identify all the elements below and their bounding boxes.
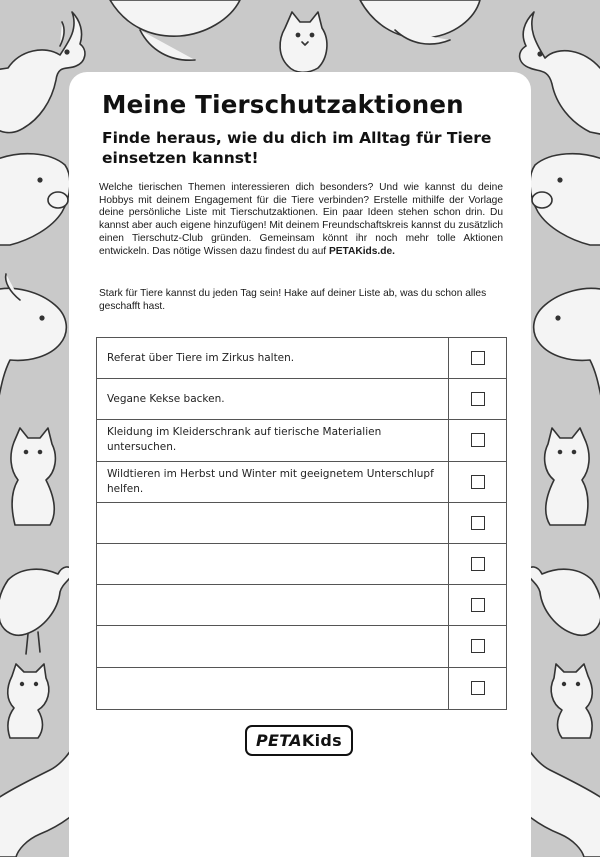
cow-icon bbox=[534, 288, 600, 410]
checkbox-cell bbox=[449, 379, 506, 419]
task-checkbox[interactable] bbox=[471, 351, 485, 365]
cat-icon bbox=[11, 428, 55, 525]
page-subtitle: Finde heraus, wie du dich im Alltag für Tiere einsetzen kannst! bbox=[102, 129, 492, 167]
intro-paragraph bbox=[99, 182, 503, 258]
worksheet-card bbox=[69, 72, 531, 857]
task-text[interactable]: Referat über Tiere im Zirkus halten. bbox=[97, 338, 449, 378]
chicken-icon bbox=[526, 567, 600, 635]
cow-icon bbox=[0, 274, 66, 410]
fox-icon bbox=[360, 0, 480, 44]
task-checkbox[interactable] bbox=[471, 598, 485, 612]
list-item bbox=[97, 626, 506, 667]
list-item bbox=[97, 668, 506, 709]
task-text[interactable] bbox=[97, 585, 449, 625]
pig-icon bbox=[530, 154, 600, 245]
checkbox-cell bbox=[449, 338, 506, 378]
task-checkbox[interactable] bbox=[471, 516, 485, 530]
logo-kids-text: Kids bbox=[301, 731, 342, 750]
checkbox-cell bbox=[449, 462, 506, 502]
goat-icon bbox=[520, 12, 600, 135]
task-text[interactable] bbox=[97, 668, 449, 709]
checkbox-cell bbox=[449, 585, 506, 625]
cat-icon bbox=[545, 428, 589, 525]
task-checkbox[interactable] bbox=[471, 681, 485, 695]
logo-peta-text: PETA bbox=[256, 731, 302, 750]
cat-icon bbox=[280, 12, 327, 72]
task-checkbox[interactable] bbox=[471, 557, 485, 571]
task-checkbox[interactable] bbox=[471, 433, 485, 447]
petakids-link[interactable]: PETAKids.de. bbox=[328, 245, 395, 257]
task-text[interactable]: Wildtieren im Herbst und Winter mit geeignetem Unterschlupf helfen. bbox=[97, 462, 449, 502]
intro-text: Welche tierischen Themen interessieren dich besonders? Und wie kannst du deine Hobbys mit deinem Engagement für die Tiere verbinden? Erstelle mithilfe der Vorlage deine persönliche Liste mit Tierschutzaktionen. Ein paar Ideen stehen schon drin. Du kannst aber auch eigene hinzufügen! Mit deinem Freundschaftskreis kannst du zusätzlich einen Tierschutz-Club gründen. Gemeinsam könnt ihr noch mehr tolle Aktionen entwickeln. Das nötige Wissen dazu findest du auf bbox=[99, 182, 503, 257]
list-item bbox=[97, 420, 506, 461]
chicken-icon bbox=[0, 567, 74, 654]
checkbox-cell bbox=[449, 626, 506, 666]
checkbox-cell bbox=[449, 503, 506, 543]
task-text[interactable] bbox=[97, 544, 449, 584]
task-checkbox[interactable] bbox=[471, 392, 485, 406]
list-item bbox=[97, 462, 506, 503]
task-text[interactable] bbox=[97, 503, 449, 543]
motto-paragraph: Stark für Tiere kannst du jeden Tag sein! Hake auf deiner Liste ab, was du schon alles geschafft hast. bbox=[99, 288, 487, 312]
checkbox-cell bbox=[449, 668, 506, 709]
checkbox-cell bbox=[449, 544, 506, 584]
task-text[interactable] bbox=[97, 626, 449, 666]
checkbox-cell bbox=[449, 420, 506, 460]
task-checkbox[interactable] bbox=[471, 475, 485, 489]
fox-icon bbox=[110, 0, 240, 60]
cat-icon bbox=[551, 664, 592, 738]
task-text[interactable]: Vegane Kekse backen. bbox=[97, 379, 449, 419]
list-item bbox=[97, 379, 506, 420]
list-item bbox=[97, 544, 506, 585]
page-title: Meine Tierschutzaktionen bbox=[102, 90, 464, 119]
task-checkbox[interactable] bbox=[471, 639, 485, 653]
list-item bbox=[97, 585, 506, 626]
list-item bbox=[97, 503, 506, 544]
task-text[interactable]: Kleidung im Kleiderschrank auf tierische Materialien untersuchen. bbox=[97, 420, 449, 460]
task-checklist bbox=[96, 337, 507, 710]
pig-icon bbox=[0, 154, 70, 245]
petakids-logo bbox=[245, 725, 353, 756]
list-item bbox=[97, 338, 506, 379]
cat-icon bbox=[8, 664, 49, 738]
